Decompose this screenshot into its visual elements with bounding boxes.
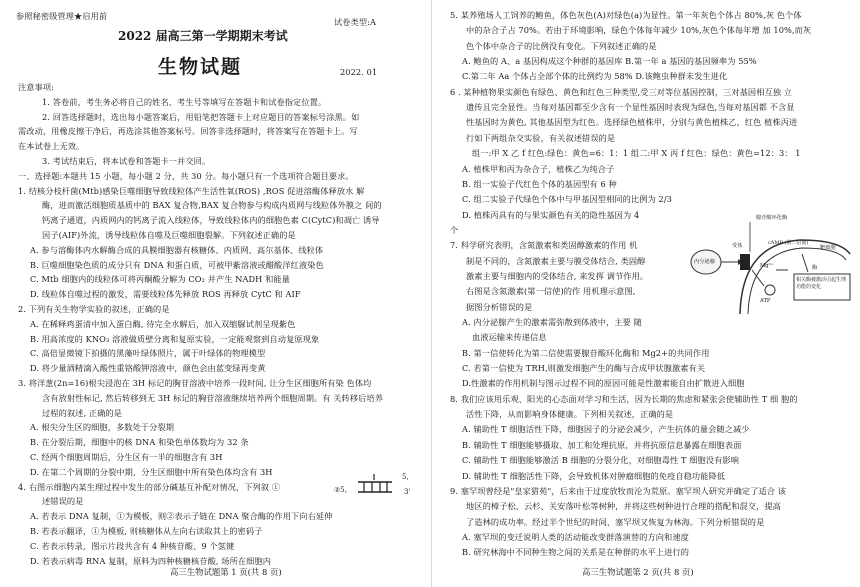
text-line: D. 若表示病毒 RNA 复制，原料为四种核糖核苷酸, 场所在细胞内 [30,555,272,566]
text-line: 个 [450,224,459,235]
base-pairing-figure [330,474,422,500]
fig-label-atp: ATP [760,298,771,304]
text-line: 血液运输来传递信息 [472,332,547,343]
text-line: 2. 回答选择题时，选出每小题答案后，用铅笔把答题卡上对应题目的答案标号涂黑。如 [42,111,360,122]
text-line: 酶，进而激活细胞质基质中的 BAX 复合物,BAX 复合物参与构成内质网与线粒体外膜之 间的 [42,200,382,211]
text-line: B. 组一实验子代红色个体的基因型有 6 种 [462,178,617,189]
text-line: 1. 结核分枝杆菌(Mtb)感染巨噬细胞导致线粒体产生活性氧(ROS) ,ROS 促进溶酶体释放水 解 [18,185,365,196]
text-line: 性基因时为黄色, 其他基因型为红色。选择绿色植株甲，分别与黄色植株乙，红色 植株丙进 [466,117,798,128]
text-line: 右图是含氮激素(第一信使)的作 用机理示意图, [466,286,636,297]
text-line: 注意事项: [18,82,55,92]
text-line: 5. 某养殖场人工饲养的鲍鱼，体色灰色(A)对绿色(a)为显性。第一年灰色个体占 80%,灰 色个体 [450,10,802,20]
fig-label-gland: 内分泌腺 [694,259,715,265]
text-line: D. 将少量酒精滴入酸性重铬酸钾溶液中，颜色会由蓝变绿再变黄 [30,363,266,374]
text-line: 因子(AIF)外流，诱导线粒体自噬及巨噬细胞裂解。下列叙述正确的是 [42,230,296,240]
paper-type-label: 试卷类型:A [334,17,377,27]
text-line: 含有放射性标记, 然后转移到无 3H 标记的胸苷溶液继续培养两个细胞周期。有 关转移后培养 [42,392,383,403]
text-line: 述错误的是 [42,496,84,507]
fig-label-receptor: 受体 [732,243,743,249]
text-line: C. 若第一信使为 TRH,则激发细胞产生的酶与合成甲状腺激素有关 [462,363,706,374]
exam-title: 2022 届高三第一学期期末考试 [118,29,288,43]
text-line: D. 在第二个周期的分裂中期，分生区细胞中所有染色体均含有 3H [30,466,273,477]
text-line: 1. 答卷前，考生务必将自己的姓名、考生号等填写在答题卡和试卷指定位置。 [42,96,327,107]
text-line: 过程的叙述, 正确的是 [42,407,122,418]
right-page-footer: 高三生物试题第 2 页(共 8 页) [582,567,694,577]
subject-title: 生物试题 [158,56,243,78]
text-line: 激素主要与细胞内的受体结合, 来发挥 调节作用。 [466,270,649,281]
text-line: A. 在稀释鸡蛋清中加入蛋白酶, 待完全水解后，加入双缩脲试剂呈现紫色 [30,318,296,329]
text-line: A. 鲍鱼的 A、a 基因构成这个种群的基因库 B.第一年 a 基因的基因频率为 55% [462,56,757,67]
text-line: B. 在分裂后期，细胞中的核 DNA 和染色单体数均为 32 条 [30,437,249,448]
text-line: C. 若表示转录，图示片段共含有 4 种核苷酸、9 个氢键 [30,540,235,551]
text-line: A. 参与溶酶体内水解酶合成的具膜细胞器有核糖体、内质网、高尔基体、线粒体 [30,244,324,255]
text-line: 据图分析错误的是 [466,301,533,312]
text-line: 了造林的成功率。经过半个世纪的时间，塞罕坝又恢复为林海。下列分析错误的是 [466,516,765,527]
text-line: 行如下两组杂交实验，有关叙述错误的是 [466,132,616,143]
text-line: B. 辅助性 T 细胞能够摄取、加工和处理抗原，并将抗原信息暴露在细胞表面 [462,439,742,450]
text-line: B. 巨噬细胞染色质的成分只有 DNA 和蛋白质，可被甲紫溶液或醋酸洋红液染色 [30,259,324,270]
text-line: 4. 右图示细胞内某生理过程中发生的部分碱基互补配对情况，下列叙 ① [18,481,281,492]
text-line: D. 植株丙具有的与果实颜色有关的隐性基因为 4 [462,209,640,220]
text-line: 3. 将洋葱(2n=16)根尖浸泡在 3H 标记的胸苷溶液中培养一段时间, 让分生区细胞所有染 色体均 [18,378,372,388]
text-line: 色个体中杂合子的比例没有变化。下列叙述正确的是 [466,40,657,51]
text-line: A. 塞罕坝的变迁说明人类的活动能改变群落演替的方向和速度 [462,531,689,542]
fig-label-effect-box: 相关酶被激活引起生理功能的变化 [796,277,847,290]
fig-label-enzyme: 酶 [812,265,818,271]
fig-label-camp: cAMP (第二信使) [768,240,809,246]
text-line: 3. 考试结束后，将本试卷和答题卡一并交回。 [42,156,211,166]
text-line: 一、选择题:本题共 15 小题，每小题 2 分，共 30 分。每小题只有一个选项符合题目要求。 [18,170,354,181]
text-line: C. 组二实验子代绿色个体中与甲基因型相同的比例为 2/3 [462,194,672,205]
text-line: D.性激素的作用机制与图示过程不同的原因可能是性激素能自由扩散进入细胞 [462,378,745,389]
text-line: 7. 科学研究表明，含氮激素和类固醇激素的作用 机 [450,240,638,251]
text-line: 需改动，用橡皮擦干净后，再选涂其他答案标号。回答非选择题时，将答案写在答题卡上。写 [18,126,358,137]
figure-label-5prime: 5, [402,473,409,481]
left-page-footer: 高三生物试题第 1 页(共 8 页) [170,567,282,577]
text-line: 9. 塞罕坝曾经是"皇家猎苑"，后来由于过度放牧而沦为荒原。塞罕坝人研究并确定了适合 该 [450,485,787,496]
text-line: 中的杂合子占 70%。若由于环境影响，绿色个体每年减少 10%,灰色个体每年增 加 10%,而灰 [466,25,812,36]
text-line: A. 内分泌腺产生的激素需弥散到体液中，主要 随 [462,317,642,327]
secrecy-label: 参照秘密级管理★启用前 [16,11,108,21]
text-line: A. 辅助性 T 细胞活性下降，细胞因子的分泌会减少，产生抗体的量会随之减少 [462,424,750,435]
text-line: 钙离子通道，内质网内的钙离子流入线粒体，导致线粒体内的细胞色素 C(CytC)和凋亡 诱导 [42,215,380,226]
right-page [432,0,860,587]
fig-label-adenylate-cyclase: 腺苷酸环化酶 [756,215,788,221]
text-line: 遗传且完全显性。当每对基因都至少含有一个显性基因时表现为绿色,当每对基因都 不含显 [466,102,795,113]
text-line: 地区的樟子松、云杉、关安落叶松等树种，并将这些树种进行合理的搭配和混交，提高 [466,501,781,512]
text-line: B. 用高浓度的 KNO₃ 溶液做质壁分离和复原实验，一定能观察到自动复原现象 [30,333,320,344]
text-line: 2. 下列有关生物学实验的叙述，正确的是 [18,304,170,314]
text-line: D. 线粒体自噬过程的激发，需要线粒体先释放 ROS 再释放 CytC 和 AIF [30,289,301,300]
text-line: C. 经两个细胞周期后，分生区有一半的细胞含有 3H [30,452,223,462]
text-line: D. 辅助性 T 细胞活性下降，会导致机体对肿瘤细胞的免疫自稳功能降低 [462,470,726,481]
text-line: B. 若表示翻译，①为模板, 则核糖体从左向右读取其上的密码子 [30,526,263,536]
text-line: C. 辅助性 T 细胞能够激活 B 细胞的分裂分化，对细胞毒性 T 细胞没有影响 [462,455,739,466]
text-line: 活性下降，从而影响身体健康。下列相关叙述，正确的是 [466,409,674,420]
hormone-mechanism-figure [690,214,854,316]
text-line: B. 第一信使转化为第二信使需要腺苷酸环化酶和 Mg2+的共同作用 [462,347,710,358]
text-line: 6 . 某种植物果实颜色有绿色、黄色和红色三种类型,受三对等位基因控制，三对基因相互独 立 [450,86,793,97]
text-line: C.第二年 Aa 个体占全部个体的比例约为 58% D.该鲍虫种群未发生进化 [462,71,728,82]
text-line: A. 若表示 DNA 复制，①为模板，则②表示子链在 DNA 聚合酶的作用下向右延伸 [30,511,333,522]
text-line: 制是不同的，含氮激素主要与膜受体结合, 类固醇 [466,255,646,266]
text-line: A. 植株甲和丙为杂合子，植株乙为纯合子 [462,163,615,174]
text-line: A. 根尖分生区的细胞，多数处于分裂期 [30,422,175,433]
text-line: B. 研究林海中不同种生物之间的关系是在种群的水平上进行的 [462,547,689,558]
exam-date: 2022. 01 [340,67,378,77]
text-line: 8. 我们应该用乐观、阳光的心态面对学习和生活，因为长期的焦虑和紧张会使辅助性 T 细 胞的 [450,393,798,404]
fig-label-target-cell: 靶细胞 [820,245,836,251]
text-line: C. 高倍显微镜下拍摄的黑藻叶绿体照片，属于叶绿体的物理模型 [30,348,266,359]
text-line: C. Mtb 细胞内的线粒体可将丙酮酸分解为 CO₂ 并产生 NADH 和能量 [30,274,290,285]
text-line: 在本试卷上无效。 [18,141,85,152]
figure-label-3prime: 3' [404,488,411,496]
figure-label-strand: ②5, [334,486,347,494]
text-line: 组一:甲 X 乙 f 红色:绿色：黄色=6：1：1 组二:甲 X 丙 f 红色：绿色：黄色=12：3： 1 [472,148,801,159]
fig-label-mg: Mg²⁺ [760,263,774,269]
